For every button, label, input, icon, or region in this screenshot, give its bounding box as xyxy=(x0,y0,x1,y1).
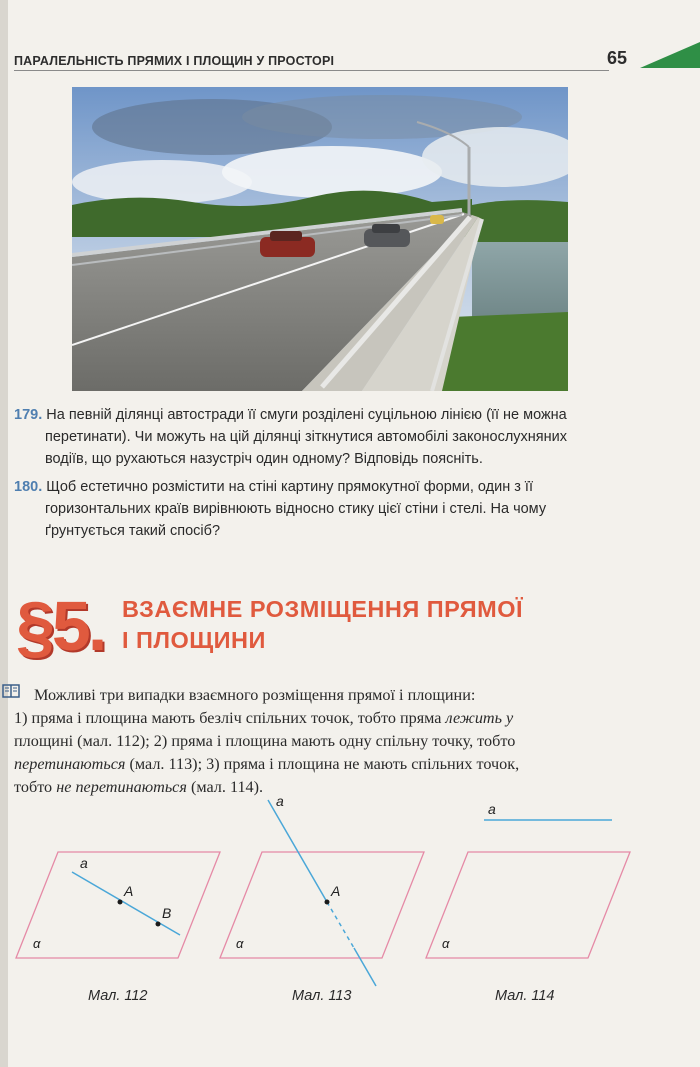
body-line xyxy=(14,707,634,730)
caption-113: Мал. 113 xyxy=(292,988,352,1004)
point-a-113 xyxy=(325,900,330,905)
plane-alpha-114 xyxy=(426,852,630,958)
body-text-run: (мал. 113); 3) пряма і площина не мають спільних точок, xyxy=(125,755,520,773)
line-a-112 xyxy=(72,872,180,935)
line-label-113: a xyxy=(276,793,284,809)
point-b-112 xyxy=(156,922,161,927)
task-text-line: водіїв, що рухаються назустріч один одному? Відповідь поясніть. xyxy=(45,451,483,467)
body-emphasis: лежить у xyxy=(445,709,514,727)
task-180 xyxy=(14,476,546,542)
body-line: площині (мал. 112); 2) пряма і площина мають одну спільну точку, тобто xyxy=(14,732,516,750)
page-number: 65 xyxy=(607,48,628,68)
task-text-line: перетинати). Чи можуть на цій ділянці зіткнутися автомобілі законослухняних xyxy=(45,429,568,445)
task-text-line: горизонтальних країв вирівнюють відносно стику цієї стіни і стелі. На чому xyxy=(45,501,547,517)
line-a-113 xyxy=(268,800,327,902)
body-text-run: 1) пряма і площина мають безліч спільних точок, тобто пряма xyxy=(14,709,446,727)
caption-114: Мал. 114 xyxy=(495,988,555,1004)
section-title-line: ВЗАЄМНЕ РОЗМІЩЕННЯ ПРЯМОЇ xyxy=(122,596,523,622)
task-number: 180. xyxy=(14,479,43,495)
bridge-highway-photo xyxy=(72,87,568,391)
body-emphasis: перетинаються xyxy=(14,755,126,773)
figure-113 xyxy=(220,793,424,986)
task-number: 179. xyxy=(14,407,43,423)
section-number: §5. xyxy=(16,587,105,665)
plane-label-114: α xyxy=(442,936,450,951)
header-rule xyxy=(14,70,609,71)
point-label-a-112: A xyxy=(124,883,134,899)
point-label-b-112: B xyxy=(162,905,172,921)
figure-112 xyxy=(16,852,220,958)
task-text-line: Щоб естетично розмістити на стіні картину прямокутної форми, один з її xyxy=(46,479,533,495)
body-text-run: тобто xyxy=(14,778,57,796)
task-text-line: ґрунтується такий спосіб? xyxy=(45,523,221,539)
line-a-113-hidden xyxy=(327,902,354,948)
task-179 xyxy=(14,404,567,470)
plane-label-113: α xyxy=(236,936,244,951)
point-label-a-113: A xyxy=(331,883,341,899)
body-text-run: (мал. 114). xyxy=(186,778,264,796)
caption-112: Мал. 112 xyxy=(88,988,148,1004)
figure-114 xyxy=(426,801,630,958)
body-emphasis: не перетинаються xyxy=(56,778,187,796)
body-line: Можливі три випадки взаємного розміщення прямої і площини: xyxy=(34,686,476,704)
point-a-112 xyxy=(118,900,123,905)
line-label-114: a xyxy=(488,801,496,817)
line-label-112: a xyxy=(80,855,88,871)
section-title xyxy=(122,594,523,656)
task-text-line: На певній ділянці автостради її смуги розділені суцільною лінією (її не можна xyxy=(46,407,567,423)
figures-diagram xyxy=(0,790,700,990)
corner-tab-decoration xyxy=(640,38,700,70)
section-title-line: І ПЛОЩИНИ xyxy=(122,627,266,653)
body-line xyxy=(14,753,634,776)
plane-alpha-113 xyxy=(220,852,424,958)
plane-label-112: α xyxy=(33,936,41,951)
plane-alpha-112 xyxy=(16,852,220,958)
body-paragraph xyxy=(14,684,634,799)
running-header: ПАРАЛЕЛЬНІСТЬ ПРЯМИХ І ПЛОЩИН У ПРОСТОРІ xyxy=(14,54,335,68)
line-a-113-below xyxy=(354,948,376,986)
